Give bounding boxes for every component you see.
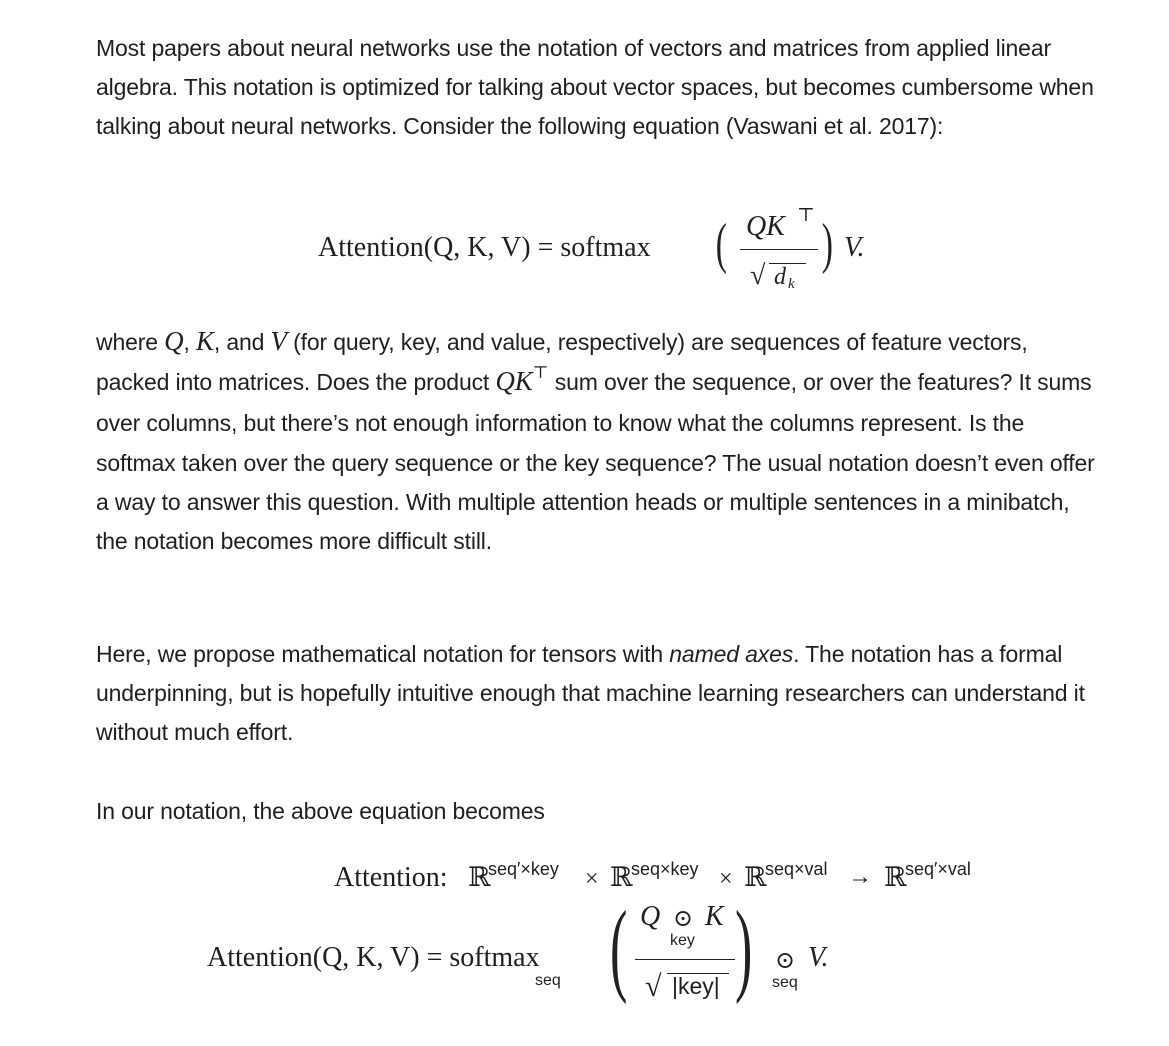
eq2-tail-sub: seq [772, 974, 798, 991]
p3-text-2: . The notation has a formal underpinning, but is hopefully intuitive enough that machine learning researchers can understand it without much effort. [96, 641, 1085, 746]
eq2-times-2: × [719, 866, 733, 892]
eq2-num-q: Q [640, 901, 661, 932]
eq1-tail: V. [844, 232, 865, 263]
paragraph-notation-problem [96, 322, 1106, 561]
eq1-denominator-sub: k [788, 276, 795, 292]
p2-math-k: K [195, 326, 214, 356]
eq2-num-sub: key [670, 932, 695, 949]
p2-text-3: , and [213, 329, 271, 355]
eq2-sup-4: seq′×val [905, 859, 971, 879]
eq2-tail-odot: ⊙ [775, 948, 796, 974]
p2-math-transpose: ⊤ [532, 363, 549, 383]
eq2-real-2: ℝ [610, 862, 633, 893]
eq2-real-1: ℝ [468, 862, 491, 893]
eq2-fraction-bar [635, 959, 735, 960]
eq2-sup-1: seq′×key [488, 859, 559, 879]
p2-math-v: V [270, 326, 287, 356]
article-body [96, 29, 1106, 147]
paragraph-equation-intro: In our notation, the above equation becomes [96, 798, 545, 824]
eq2-times-1: × [585, 866, 599, 892]
eq1-numerator: QK [746, 211, 785, 242]
p2-text-5: sum over the sequence, or over the features? It sums over columns, but there’s not enough information to know what the columns represent. Is the softmax taken over the query sequence or the key sequence? The usual notation doesn’t even offer a way to answer this question. With multiple attention heads or multiple sentences in a minibatch, the notation becomes more difficult still. [96, 369, 1095, 555]
p3-text-1: Here, we propose mathematical notation for tensors with [96, 641, 670, 667]
eq1-fraction-bar [740, 249, 818, 250]
eq2-lhs: Attention(Q, K, V) = softmax [207, 942, 540, 973]
eq2-den: |key| [672, 973, 720, 999]
eq1-right-paren: ) [821, 213, 833, 275]
eq2-softmax-sub: seq [535, 972, 561, 989]
eq2-sup-2: seq×key [631, 859, 699, 879]
eq2-arrow: → [848, 864, 872, 890]
p2-math-q: Q [164, 326, 184, 356]
p3-emphasis-named-axes: named axes [669, 641, 794, 667]
eq2-num-k: K [705, 901, 724, 932]
eq2-type-label: Attention: [334, 862, 448, 893]
eq1-sqrt: √ [750, 260, 766, 291]
eq2-sup-3: seq×val [765, 859, 828, 879]
eq1-transpose: ⊤ [797, 205, 815, 226]
eq2-tail-v: V. [808, 942, 829, 973]
eq1-left-paren: ( [715, 213, 727, 275]
eq2-right-paren: ) [735, 890, 753, 1005]
paragraph-intro: Most papers about neural networks use the notation of vectors and matrices from applied linear algebra. This notation is optimized for talking about vector spaces, but becomes cumbersome when talking about neural networks. Consider the following equation (Vaswani et al. 2017): [96, 35, 1094, 140]
p2-text-1: where [96, 329, 165, 355]
eq1-denominator: d [774, 264, 786, 290]
paragraph-proposal [96, 635, 1106, 753]
eq2-den-sqrt: √ [645, 970, 662, 1003]
p2-text-2: , [183, 329, 196, 355]
p2-math-qk: QK [495, 366, 533, 397]
eq1-lhs: Attention(Q, K, V) = softmax [318, 232, 651, 263]
p2-text-4: (for query, key, and value, respectively) are sequences of feature vectors, packed into matrices. Does the product [96, 329, 1028, 396]
eq2-real-3: ℝ [744, 862, 767, 893]
eq2-left-paren: ( [610, 890, 628, 1005]
eq2-real-4: ℝ [884, 862, 907, 893]
eq2-num-odot: ⊙ [673, 906, 694, 932]
